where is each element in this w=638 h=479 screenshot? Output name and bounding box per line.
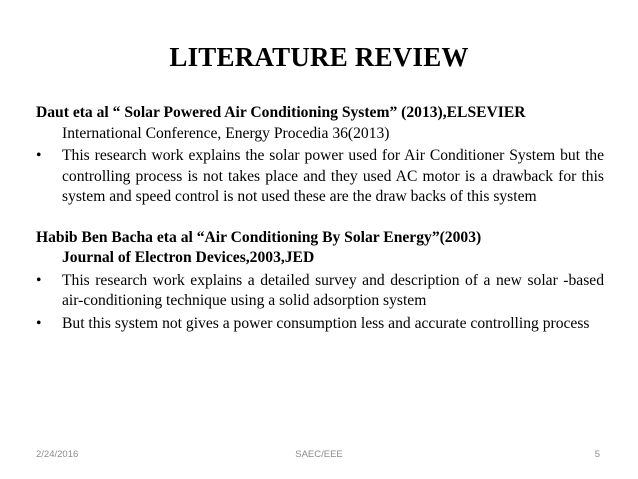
bullet-icon: • [36,147,42,164]
bullet-icon: • [36,271,42,289]
bullet-item [36,314,604,335]
reference-block [36,228,604,335]
spacer [36,208,604,228]
bullet-item [36,146,604,208]
page-number: 5 [594,449,600,460]
bullet-text: But this system not gives a power consumption less and accurate controlling process [62,314,590,332]
bullet-icon: • [36,314,42,332]
slide-content [36,103,604,334]
reference-block [36,103,604,208]
bullet-text: This research work explains a detailed survey and description of a new solar -based air-conditioning technique using a solid adsorption system [62,271,604,309]
bullet-item [36,271,604,312]
footer-center-label: SAEC/EEE [295,449,343,460]
reference-source: International Conference, Energy Procedia 36(2013) [62,124,390,142]
slide-title: LITERATURE REVIEW [169,42,469,72]
bullet-text: This research work explains the solar power used for Air Conditioner System but the controlling process is not takes place and they used AC motor is a drawback for this system and speed control is not used these are the draw backs of this system [62,147,604,205]
reference-heading: Daut eta al “ Solar Powered Air Conditioning System” (2013),ELSEVIER [36,104,526,121]
reference-source: Journal of Electron Devices,2003,JED [62,249,315,266]
reference-heading: Habib Ben Bacha eta al “Air Conditioning By Solar Energy”(2003) [36,228,482,246]
footer-date: 2/24/2016 [36,449,79,460]
